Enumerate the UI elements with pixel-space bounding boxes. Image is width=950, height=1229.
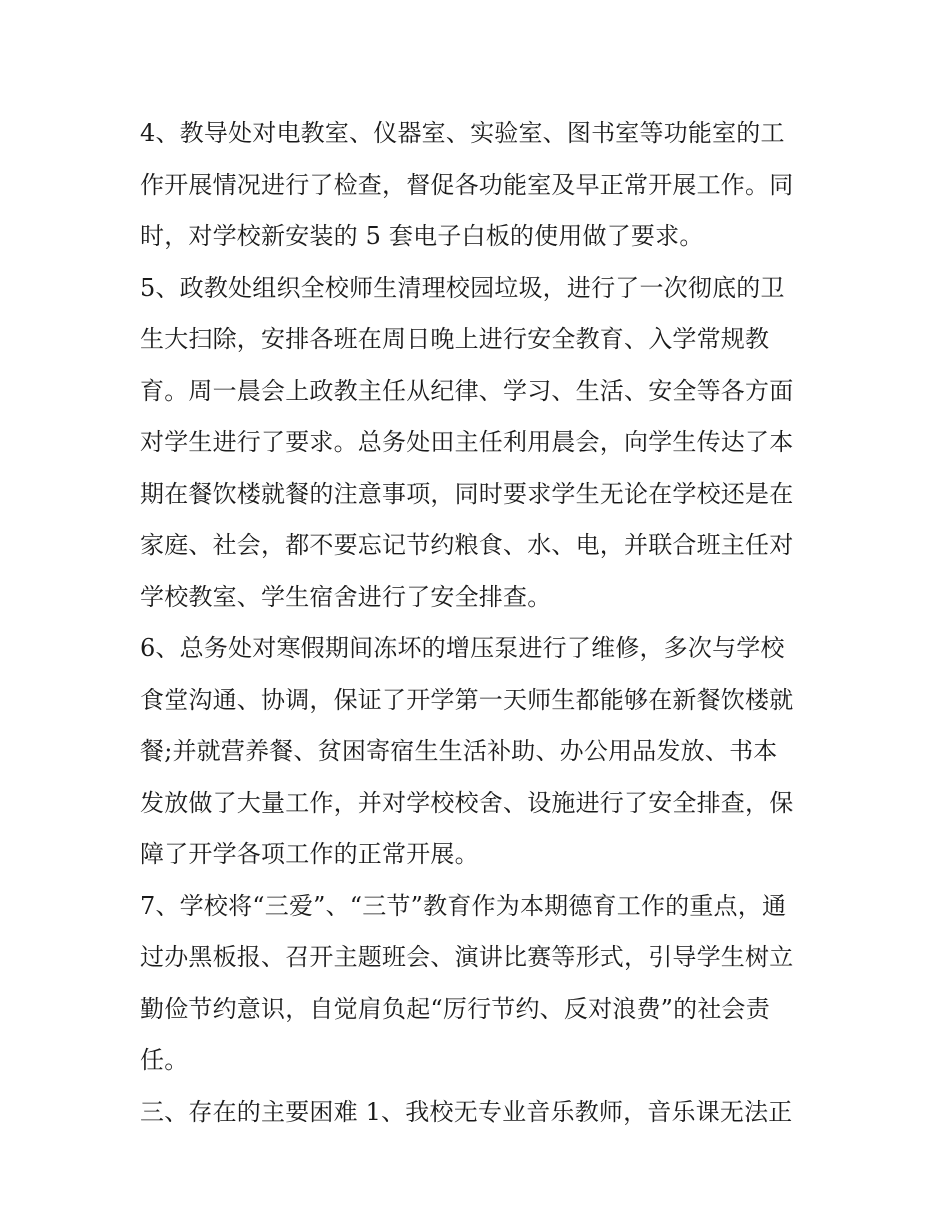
text-line: 作开展情况进行了检查，督促各功能室及早正常开展工作。同 [140,170,794,199]
text-line: 6、总务处对寒假期间冻坏的增压泵进行了维修，多次与学校 [140,634,785,662]
text-line: 期在餐饮楼就餐的注意事项，同时要求学生无论在学校还是在 [140,479,794,508]
text-line: 障了开学各项工作的正常开展。 [140,840,479,868]
text-line: 育。周一晨会上政教主任从纪律、学习、生活、安全等各方面 [140,376,794,405]
document-body [140,108,816,1138]
text-line: 5、政教处组织全校师生清理校园垃圾，进行了一次彻底的卫 [140,273,785,302]
text-line: 对学生进行了要求。总务处田主任利用晨会，向学生传达了本 [140,428,794,456]
text-line: 餐;并就营养餐、贫困寄宿生生活补助、办公用品发放、书本 [140,737,778,765]
text-line: 7、学校将“三爱”、“三节”教育作为本期德育工作的重点，通 [140,891,787,920]
text-line: 家庭、社会，都不要忘记节约粮食、水、电，并联合班主任对 [140,531,794,559]
text-line: 勤俭节约意识，自觉肩负起“厉行节约、反对浪费”的社会责 [140,994,770,1023]
text-line: 任。 [140,1046,189,1074]
text-line: 发放做了大量工作，并对学校校舍、设施进行了安全排查，保 [140,788,794,817]
text-line: 生大扫除，安排各班在周日晚上进行安全教育、入学常规教 [140,325,770,353]
text-line: 过办黑板报、召开主题班会、演讲比赛等形式，引导学生树立 [140,943,794,971]
text-line: 食堂沟通、协调，保证了开学第一天师生都能够在新餐饮楼就 [140,685,794,714]
text-line: 时，对学校新安装的 5 套电子白板的使用做了要求。 [140,222,704,250]
text-line: 4、教导处对电教室、仪器室、实验室、图书室等功能室的工 [140,119,785,147]
text-line: 学校教室、学生宿舍进行了安全排查。 [140,582,552,611]
text-line: 三、存在的主要困难 1、我校无专业音乐教师，音乐课无法正 [140,1097,793,1126]
